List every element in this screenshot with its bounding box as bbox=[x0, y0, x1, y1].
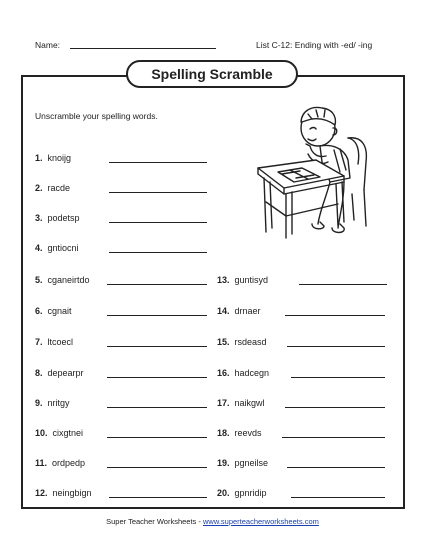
item-number: 9. bbox=[35, 398, 43, 408]
footer bbox=[0, 517, 425, 526]
item-7 bbox=[35, 337, 73, 348]
answer-line-20[interactable] bbox=[291, 497, 385, 498]
item-number: 8. bbox=[35, 368, 43, 378]
answer-line-8[interactable] bbox=[107, 377, 207, 378]
answer-line-18[interactable] bbox=[282, 437, 385, 438]
footer-text: Super Teacher Worksheets - bbox=[106, 517, 203, 526]
item-12 bbox=[35, 488, 92, 499]
item-8 bbox=[35, 368, 84, 379]
item-5 bbox=[35, 275, 90, 286]
item-number: 20. bbox=[217, 488, 230, 498]
answer-line-13[interactable] bbox=[299, 284, 387, 285]
item-number: 6. bbox=[35, 306, 43, 316]
scrambled-word: pgneilse bbox=[234, 458, 269, 468]
item-number: 5. bbox=[35, 275, 43, 285]
item-10 bbox=[35, 428, 83, 439]
worksheet-title: Spelling Scramble bbox=[126, 60, 298, 88]
scrambled-word: neingbign bbox=[52, 488, 92, 498]
item-number: 14. bbox=[217, 306, 230, 316]
item-number: 18. bbox=[217, 428, 230, 438]
answer-line-19[interactable] bbox=[287, 467, 385, 468]
scrambled-word: guntisyd bbox=[234, 275, 269, 285]
answer-line-10[interactable] bbox=[107, 437, 207, 438]
answer-line-6[interactable] bbox=[107, 315, 207, 316]
answer-line-16[interactable] bbox=[291, 377, 385, 378]
item-number: 1. bbox=[35, 153, 43, 163]
instruction-text: Unscramble your spelling words. bbox=[35, 111, 158, 121]
answer-line-7[interactable] bbox=[107, 346, 207, 347]
scrambled-word: gntiocni bbox=[47, 243, 79, 253]
item-16 bbox=[217, 368, 269, 379]
scrambled-word: cixgtnei bbox=[52, 428, 84, 438]
scrambled-word: ltcoecl bbox=[47, 337, 74, 347]
item-number: 19. bbox=[217, 458, 230, 468]
answer-line-17[interactable] bbox=[285, 407, 385, 408]
scrambled-word: rsdeasd bbox=[234, 337, 267, 347]
list-label: List C-12: Ending with -ed/ -ing bbox=[256, 40, 373, 50]
scrambled-word: gpnridip bbox=[234, 488, 267, 498]
item-15 bbox=[217, 337, 267, 348]
answer-line-1[interactable] bbox=[109, 162, 207, 163]
answer-line-12[interactable] bbox=[109, 497, 207, 498]
scrambled-word: knoijg bbox=[47, 153, 72, 163]
item-number: 3. bbox=[35, 213, 43, 223]
answer-line-14[interactable] bbox=[285, 315, 385, 316]
name-label: Name: bbox=[35, 40, 61, 50]
item-20 bbox=[217, 488, 267, 499]
item-3 bbox=[35, 213, 80, 224]
footer-link[interactable]: www.superteacherworksheets.com bbox=[202, 517, 319, 526]
item-number: 10. bbox=[35, 428, 48, 438]
scrambled-word: podetsp bbox=[47, 213, 80, 223]
answer-line-4[interactable] bbox=[109, 252, 207, 253]
item-19 bbox=[217, 458, 268, 469]
item-18 bbox=[217, 428, 262, 439]
item-9 bbox=[35, 398, 70, 409]
item-number: 12. bbox=[35, 488, 48, 498]
scrambled-word: reevds bbox=[234, 428, 262, 438]
scrambled-word: naikgwl bbox=[234, 398, 265, 408]
scrambled-word: cganeirtdo bbox=[47, 275, 90, 285]
scrambled-word: cgnait bbox=[47, 306, 72, 316]
scrambled-word: nritgy bbox=[47, 398, 70, 408]
scrambled-word: racde bbox=[47, 183, 71, 193]
item-14 bbox=[217, 306, 261, 317]
item-17 bbox=[217, 398, 265, 409]
student-at-desk-illustration bbox=[240, 98, 376, 244]
item-number: 2. bbox=[35, 183, 43, 193]
scrambled-word: depearpr bbox=[47, 368, 84, 378]
item-number: 13. bbox=[217, 275, 230, 285]
item-1 bbox=[35, 153, 71, 164]
item-6 bbox=[35, 306, 72, 317]
answer-line-9[interactable] bbox=[107, 407, 207, 408]
item-2 bbox=[35, 183, 70, 194]
answer-line-3[interactable] bbox=[109, 222, 207, 223]
item-number: 4. bbox=[35, 243, 43, 253]
scrambled-word: drnaer bbox=[234, 306, 261, 316]
item-number: 7. bbox=[35, 337, 43, 347]
scrambled-word: ordpedp bbox=[52, 458, 86, 468]
item-4 bbox=[35, 243, 79, 254]
answer-line-15[interactable] bbox=[287, 346, 385, 347]
scrambled-word: hadcegn bbox=[234, 368, 270, 378]
answer-line-5[interactable] bbox=[107, 284, 207, 285]
item-13 bbox=[217, 275, 268, 286]
item-11 bbox=[35, 458, 85, 469]
answer-line-2[interactable] bbox=[109, 192, 207, 193]
item-number: 17. bbox=[217, 398, 230, 408]
answer-line-11[interactable] bbox=[107, 467, 207, 468]
item-number: 11. bbox=[35, 458, 48, 468]
item-number: 16. bbox=[217, 368, 230, 378]
name-blank-line[interactable] bbox=[70, 48, 216, 49]
item-number: 15. bbox=[217, 337, 230, 347]
